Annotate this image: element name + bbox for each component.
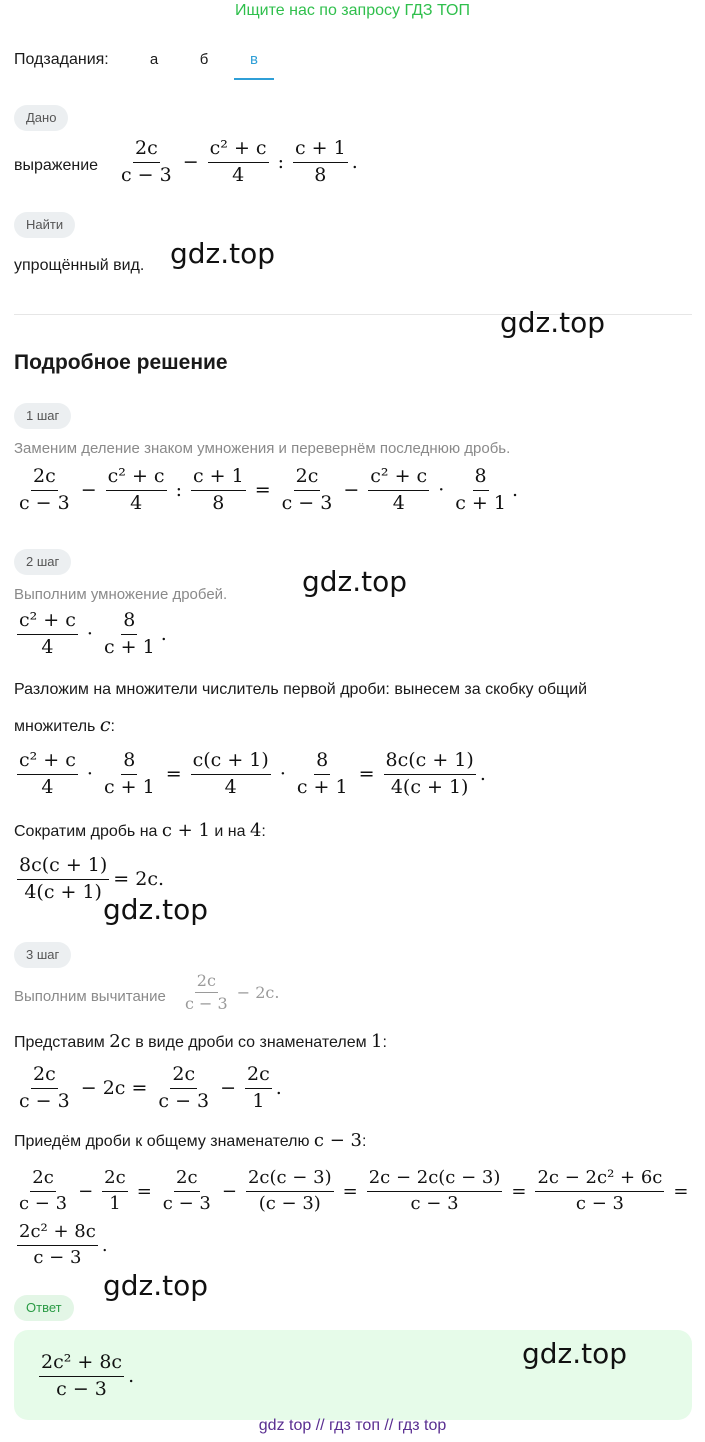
fraction xyxy=(384,750,476,799)
given-expression xyxy=(116,138,358,187)
numerator: c(c + 1) xyxy=(191,750,271,775)
denominator: 4(c + 1) xyxy=(390,775,469,798)
text-fragment: и на xyxy=(214,823,246,840)
denominator: c − 3 xyxy=(121,163,172,186)
math-operator: − xyxy=(343,479,360,502)
denominator: 1 xyxy=(252,1089,265,1112)
fraction xyxy=(246,1168,334,1214)
text-fragment: Сократим дробь на xyxy=(14,823,158,840)
step-3-equation-3 xyxy=(14,1222,108,1268)
given-chip: Дано xyxy=(14,105,68,131)
step-2-chip: 2 шаг xyxy=(14,549,71,575)
fraction xyxy=(106,466,167,515)
fraction xyxy=(17,1222,98,1268)
step-2-equation-2 xyxy=(14,750,486,799)
text-fragment: 1 xyxy=(371,1031,383,1052)
denominator: c + 1 xyxy=(296,775,348,798)
math-operator: − xyxy=(80,479,97,502)
denominator: c − 3 xyxy=(19,491,70,514)
text-fragment: : xyxy=(382,1034,387,1051)
step-3-description-expression xyxy=(180,972,285,1014)
fraction xyxy=(161,1168,213,1214)
step-1-description: Заменим деление знаком умножения и перевернём последнюю дробь. xyxy=(14,440,511,457)
math-operator: = xyxy=(342,1180,358,1202)
step-2-equation-1 xyxy=(14,610,167,659)
numerator: c² + c xyxy=(208,138,269,163)
math-operator: . xyxy=(128,1365,135,1388)
fraction xyxy=(156,1064,211,1113)
fraction xyxy=(295,750,350,799)
math-operator: = xyxy=(254,479,271,502)
math-operator: − 2c. xyxy=(236,983,280,1003)
fraction xyxy=(293,138,348,187)
watermark: gdz.top xyxy=(500,306,606,339)
fraction xyxy=(191,466,246,515)
fraction xyxy=(102,610,157,659)
denominator: c − 3 xyxy=(410,1192,459,1214)
watermark: gdz.top xyxy=(103,893,209,926)
text-fragment: 4 xyxy=(249,820,262,841)
text-fragment: c + 1 xyxy=(161,820,210,841)
math-operator: − xyxy=(78,1180,94,1202)
denominator: c − 3 xyxy=(56,1377,107,1400)
division-sign: : xyxy=(277,151,284,174)
numerator: 2c xyxy=(31,466,58,491)
math-operator: · xyxy=(438,479,445,502)
fraction xyxy=(102,1168,128,1214)
denominator: c − 3 xyxy=(185,994,228,1014)
math-operator: = 2c. xyxy=(113,868,165,891)
fraction xyxy=(39,1352,124,1401)
footer-links[interactable]: gdz top // гдз топ // гдз top xyxy=(258,1417,447,1434)
fraction xyxy=(17,855,109,904)
numerator: c² + c xyxy=(17,750,78,775)
answer-expression xyxy=(36,1352,134,1401)
find-text: упрощённый вид. xyxy=(14,257,145,274)
fraction xyxy=(368,466,429,515)
numerator: 2c² + 8c xyxy=(39,1352,124,1377)
denominator: c − 3 xyxy=(162,1192,211,1214)
denominator: c − 3 xyxy=(575,1192,624,1214)
denominator: 4 xyxy=(41,775,54,798)
math-operator: . xyxy=(275,1077,282,1100)
period: . xyxy=(351,151,358,174)
fraction xyxy=(102,750,157,799)
numerator: 2c − 2c(c − 3) xyxy=(367,1168,503,1192)
watermark: gdz.top xyxy=(170,237,276,270)
denominator: c − 3 xyxy=(19,1089,70,1112)
math-operator: . xyxy=(101,1234,108,1256)
step-3-equation-1 xyxy=(14,1064,282,1113)
numerator: 2c xyxy=(294,466,321,491)
numerator: 2c(c − 3) xyxy=(246,1168,334,1192)
fraction xyxy=(535,1168,664,1214)
math-operator: = xyxy=(136,1180,152,1202)
fraction xyxy=(17,750,78,799)
text-fragment: : xyxy=(110,718,115,735)
text-fragment: Приедём дроби к общему знаменателю xyxy=(14,1133,310,1150)
search-banner: Ищите нас по запросу ГДЗ ТОП xyxy=(235,2,470,19)
fraction xyxy=(119,138,174,187)
numerator: c² + c xyxy=(368,466,429,491)
numerator: c² + c xyxy=(17,610,78,635)
text-fragment: : xyxy=(261,823,266,840)
math-operator: − 2c = xyxy=(80,1077,148,1100)
fraction xyxy=(17,1064,72,1113)
math-operator: = xyxy=(673,1180,689,1202)
denominator: 8 xyxy=(212,491,225,514)
fraction xyxy=(17,466,72,515)
math-operator: . xyxy=(160,623,167,646)
numerator: 2c² + 8c xyxy=(17,1222,98,1246)
fraction xyxy=(453,466,508,515)
denominator: c + 1 xyxy=(103,775,155,798)
numerator: 8 xyxy=(121,750,137,775)
tab-v[interactable]: в xyxy=(234,44,274,80)
math-operator: . xyxy=(479,763,486,786)
text-fragment: c − 3 xyxy=(313,1130,362,1151)
denominator: c − 3 xyxy=(33,1246,82,1268)
numerator: 2c xyxy=(245,1064,272,1089)
fraction xyxy=(191,750,271,799)
denominator: 8 xyxy=(314,163,327,186)
fraction xyxy=(208,138,269,187)
step-3-text-2 xyxy=(14,1130,366,1153)
minus-sign: − xyxy=(182,151,199,174)
text-fragment: множитель xyxy=(14,718,96,735)
numerator: c + 1 xyxy=(191,466,246,491)
denominator: c − 3 xyxy=(158,1089,210,1112)
given-text: выражение xyxy=(14,157,99,174)
text-fragment: c xyxy=(99,714,111,736)
denominator: 4 xyxy=(130,491,143,514)
numerator: 2c xyxy=(174,1168,200,1192)
watermark: gdz.top xyxy=(522,1337,628,1370)
numerator: c + 1 xyxy=(293,138,348,163)
tab-a[interactable]: а xyxy=(149,51,159,68)
step-3-equation-2 xyxy=(14,1168,694,1214)
numerator: 8c(c + 1) xyxy=(384,750,476,775)
text-fragment: Представим xyxy=(14,1034,105,1051)
tab-b[interactable]: б xyxy=(199,51,209,68)
denominator: 4 xyxy=(41,635,54,658)
denominator: 4 xyxy=(392,491,405,514)
numerator: 2c xyxy=(102,1168,128,1192)
numerator: c² + c xyxy=(106,466,167,491)
numerator: 2c xyxy=(31,1064,58,1089)
numerator: 8 xyxy=(314,750,330,775)
denominator: c − 3 xyxy=(19,1192,68,1214)
math-operator: . xyxy=(511,479,519,502)
denominator: 4 xyxy=(224,775,237,798)
text-fragment: : xyxy=(361,1133,367,1150)
numerator: 2c xyxy=(170,1064,197,1089)
math-operator: : xyxy=(175,479,182,502)
text-fragment: 2c xyxy=(109,1031,131,1052)
numerator: 2c − 2c² + 6c xyxy=(535,1168,664,1192)
step-3-text-1 xyxy=(14,1031,387,1054)
step-1-equation xyxy=(14,466,518,515)
numerator: 2c xyxy=(133,138,160,163)
text-fragment: в виде дроби со знаменателем xyxy=(135,1034,367,1051)
math-operator: = xyxy=(511,1180,527,1202)
watermark: gdz.top xyxy=(103,1269,209,1302)
subtask-tabs xyxy=(134,44,274,80)
numerator: 8 xyxy=(121,610,137,635)
step-2-text-3 xyxy=(14,820,266,843)
numerator: 8 xyxy=(473,466,489,491)
math-operator: − xyxy=(220,1077,237,1100)
fraction xyxy=(280,466,335,515)
numerator: 8c(c + 1) xyxy=(17,855,109,880)
watermark: gdz.top xyxy=(302,565,408,598)
step-2-text-2 xyxy=(14,714,115,738)
math-operator: · xyxy=(86,623,93,646)
math-operator: · xyxy=(86,763,93,786)
fraction xyxy=(183,972,230,1014)
math-operator: · xyxy=(279,763,286,786)
math-operator: = xyxy=(358,763,375,786)
fraction xyxy=(17,610,78,659)
denominator: 4(c + 1) xyxy=(24,880,102,903)
step-1-chip: 1 шаг xyxy=(14,403,71,429)
denominator: (c − 3) xyxy=(258,1192,321,1214)
fraction xyxy=(17,1168,69,1214)
answer-chip: Ответ xyxy=(14,1295,74,1321)
step-2-text-1: Разложим на множители числитель первой дроби: вынесем за скобку общий xyxy=(14,681,588,698)
find-chip: Найти xyxy=(14,212,75,238)
denominator: 4 xyxy=(232,163,245,186)
subtasks-label: Подзадания: xyxy=(14,51,109,68)
solution-title: Подробное решение xyxy=(14,351,228,374)
denominator: 1 xyxy=(109,1192,121,1214)
step-3-chip: 3 шаг xyxy=(14,942,71,968)
denominator: c + 1 xyxy=(455,491,506,514)
denominator: c + 1 xyxy=(103,635,155,658)
math-operator: = xyxy=(165,763,182,786)
denominator: c − 3 xyxy=(281,491,333,514)
fraction xyxy=(245,1064,272,1113)
math-operator: − xyxy=(221,1180,237,1202)
step-2-description: Выполним умножение дробей. xyxy=(14,586,228,603)
fraction xyxy=(367,1168,503,1214)
numerator: 2c xyxy=(30,1168,56,1192)
step-3-description: Выполним вычитание xyxy=(14,988,166,1005)
numerator: 2c xyxy=(195,972,218,993)
